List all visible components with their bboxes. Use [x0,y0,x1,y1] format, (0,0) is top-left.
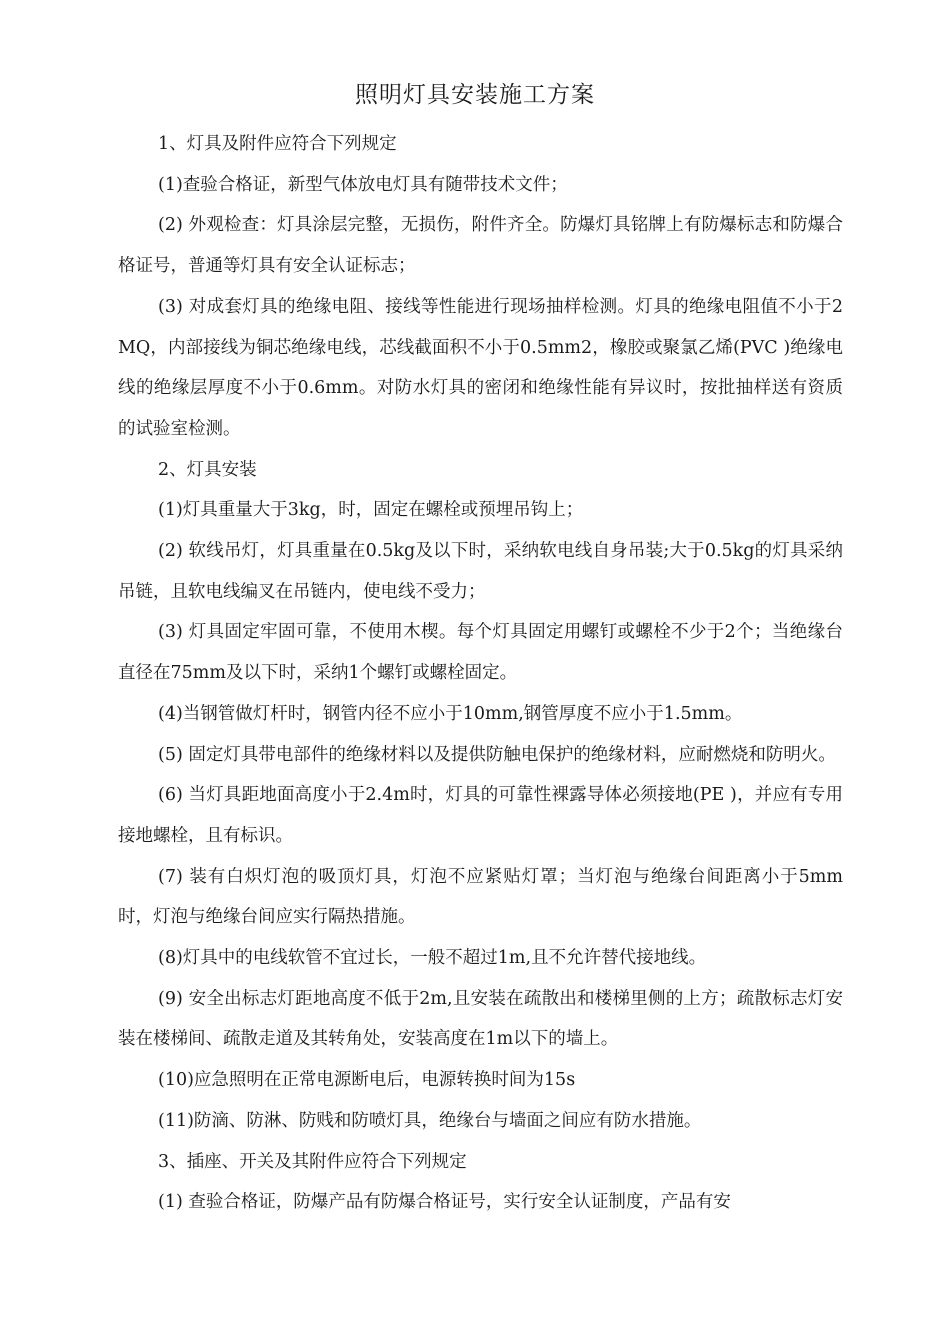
paragraph: (9) 安全出标志灯距地高度不低于2m,且安装在疏散出和楼梯里侧的上方；疏散标志灯安装在楼梯间、疏散走道及其转角处，安装高度在1m以下的墙上。 [118,988,843,1050]
section-heading-1: 1、灯具及附件应符合下列规定 [158,134,397,154]
paragraph: (2) 软线吊灯，灯具重量在0.5kg及以下时，采纳软电线自身吊装;大于0.5kg的灯具采纳吊链，且软电线编叉在吊链内，使电线不受力； [118,541,843,602]
paragraph: (2) 外观检查：灯具涂层完整，无损伤，附件齐全。防爆灯具铭牌上有防爆标志和防爆合格证号，普通等灯具有安全认证标志； [118,215,843,277]
paragraph: (7) 装有白炽灯泡的吸顶灯具，灯泡不应紧贴灯罩；当灯泡与绝缘台间距离小于5mm时，灯泡与绝缘台间应实行隔热措施。 [118,866,843,928]
paragraph: (3) 灯具固定牢固可靠，不使用木楔。每个灯具固定用螺钉或螺栓不少于2个；当绝缘台直径在75mm及以下时，采纳1个螺钉或螺栓固定。 [118,622,843,684]
paragraph: (6) 当灯具距地面高度小于2.4m时，灯具的可靠性裸露导体必须接地(PE )，并应有专用接地螺栓，且有标识。 [118,785,843,846]
paragraph: (1)灯具重量大于3kg，时，固定在螺栓或预埋吊钩上； [158,500,584,521]
paragraph: (4)当钢管做灯杆时，钢管内径不应小于10mm,钢管厚度不应小于1.5mm。 [158,703,743,724]
paragraph: (1) 查验合格证，防爆产品有防爆合格证号，实行安全认证制度，产品有安 [158,1192,731,1213]
section-heading-2: 2、灯具安装 [158,459,257,480]
paragraph: (11)防滴、防淋、防贱和防喷灯具，绝缘台与墙面之间应有防水措施。 [158,1110,702,1131]
paragraph: (5) 固定灯具带电部件的绝缘材料以及提供防触电保护的绝缘材料，应耐燃烧和防明火。 [158,744,836,765]
document-body [118,124,843,1223]
paragraph: (8)灯具中的电线软管不宜过长，一般不超过1m,且不允许替代接地线。 [158,948,707,969]
section-heading-3: 3、插座、开关及其附件应符合下列规定 [158,1151,467,1172]
paragraph: (10)应急照明在正常电源断电后，电源转换时间为15s [158,1070,576,1091]
paragraph: (3) 对成套灯具的绝缘电阻、接线等性能进行现场抽样检测。灯具的绝缘电阻值不小于2MQ，内部接线为铜芯绝缘电线，芯线截面积不小于0.5mm2，橡胶或聚氯乙烯(PVC )绝缘电线的绝缘层厚度不小于0.6mm。对防水灯具的密闭和绝缘性能有异议时，按批抽样送有资质的试验室检测。 [118,296,843,439]
paragraph: (1)查验合格证，新型气体放电灯具有随带技术文件； [158,174,568,195]
document-title: 照明灯具安装施工方案 [355,82,595,108]
